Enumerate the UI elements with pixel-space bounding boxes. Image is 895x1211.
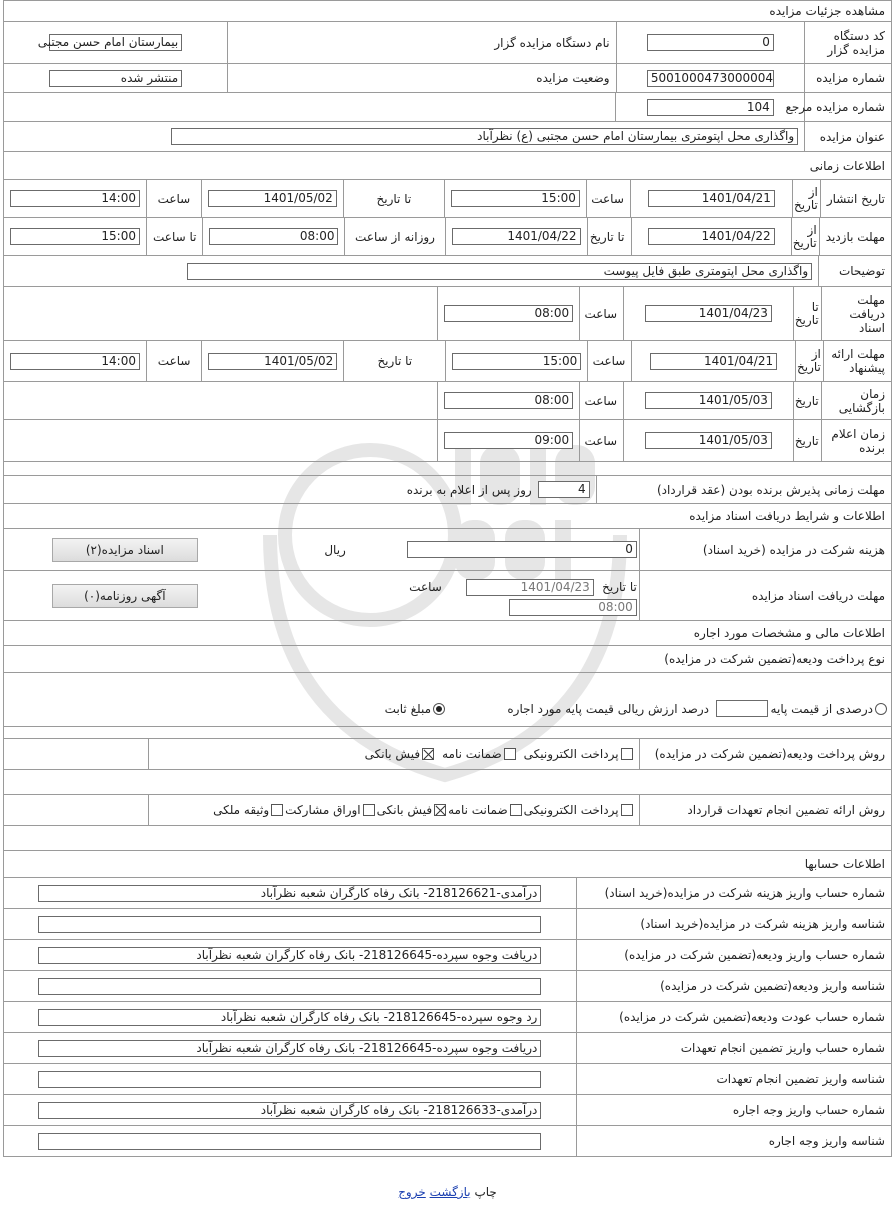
auction-docs-button[interactable]: اسناد مزایده(۲) xyxy=(52,538,198,562)
ref-number-label: شماره مزایده مرجع xyxy=(804,93,891,121)
auction-title-field[interactable]: واگذاری محل اپتومتری بیمارستان امام حسن مجتبی (ع) نظرآباد xyxy=(171,128,798,145)
doc-deadline-time[interactable]: 08:00 xyxy=(444,305,573,322)
docs-section-header xyxy=(3,504,892,529)
percent-radio[interactable] xyxy=(875,703,887,715)
cm-bonds-checkbox[interactable] xyxy=(363,804,375,816)
winner-time[interactable]: 09:00 xyxy=(444,432,573,449)
finance-section-header xyxy=(3,621,892,646)
spacer-row-4 xyxy=(3,826,892,851)
account-row-label: شناسه واریز هزینه شرکت در مزایده(خرید اسناد) xyxy=(576,909,891,939)
publish-from-time[interactable]: 15:00 xyxy=(451,190,580,207)
offer-to-time[interactable]: 14:00 xyxy=(10,353,140,370)
ref-number-field[interactable]: 104 xyxy=(647,99,774,116)
back-link[interactable]: بازگشت xyxy=(429,1185,471,1199)
fixed-amount-radio[interactable] xyxy=(433,703,445,715)
cm-electronic-checkbox[interactable] xyxy=(621,804,633,816)
percent-value-field[interactable] xyxy=(716,700,768,717)
dm-receipt-checkbox[interactable] xyxy=(422,748,434,760)
offer-from-label: از تاریخ xyxy=(795,341,823,381)
offer-to-time-label: ساعت xyxy=(146,341,201,381)
opening-date-label: تاریخ xyxy=(793,382,821,419)
account-row-value[interactable]: درآمدی-218126633- بانک رفاه کارگران شعبه نظرآباد xyxy=(38,1102,541,1119)
account-row-label: شناسه واریز وجه اجاره xyxy=(576,1126,891,1156)
account-row-value[interactable] xyxy=(38,916,541,933)
page-header xyxy=(3,0,892,22)
account-row-value[interactable] xyxy=(38,1071,541,1088)
visit-to-date-label: تا تاریخ xyxy=(587,218,631,255)
account-row-label: شماره حساب عودت ودیعه(تضمین شرکت در مزایده) xyxy=(576,1002,891,1032)
offer-deadline-label: مهلت ارائه پیشنهاد xyxy=(823,341,891,381)
offer-from-time[interactable]: 15:00 xyxy=(452,353,581,370)
account-row-value[interactable]: رد وجوه سپرده-218126645- بانک رفاه کارگران شعبه نظرآباد xyxy=(38,1009,541,1026)
publish-to-date[interactable]: 1401/05/02 xyxy=(208,190,337,207)
timing-section-header xyxy=(3,152,892,180)
account-row-value[interactable] xyxy=(38,1133,541,1150)
acceptance-label: مهلت زمانی پذیرش برنده بودن (عقد قرارداد) xyxy=(596,476,891,503)
page-title: مشاهده جزئیات مزایده xyxy=(769,4,885,18)
cm-guarantee-checkbox[interactable] xyxy=(510,804,522,816)
dm-guarantee-checkbox[interactable] xyxy=(504,748,516,760)
org-code-label: کد دستگاه مزایده گزار xyxy=(804,22,891,63)
org-name-label: نام دستگاه مزایده گزار xyxy=(227,22,615,63)
timing-section-title: اطلاعات زمانی xyxy=(809,158,885,173)
finance-section-title: اطلاعات مالی و مشخصات مورد اجاره xyxy=(693,626,885,640)
auction-number-field[interactable]: 5001000473000004 xyxy=(647,70,774,87)
acceptance-suffix: روز پس از اعلام به برنده xyxy=(406,482,532,497)
visit-daily-from-label: روزانه از ساعت xyxy=(344,218,444,255)
offer-to-date[interactable]: 1401/05/02 xyxy=(208,353,337,370)
print-link[interactable]: چاپ xyxy=(474,1185,497,1199)
visit-from-label: از تاریخ xyxy=(791,218,819,255)
opening-date[interactable]: 1401/05/03 xyxy=(645,392,772,409)
doc-receive-time[interactable]: 08:00 xyxy=(509,599,637,616)
publish-to-label: تا تاریخ xyxy=(343,180,444,217)
account-row-label: شماره حساب واریز هزینه شرکت در مزایده(خرید اسناد) xyxy=(576,878,891,908)
commit-method-label: روش ارائه تضمین انجام تعهدات قرارداد xyxy=(639,795,891,825)
account-row-label: شناسه واریز تضمین انجام تعهدات xyxy=(576,1064,891,1094)
accounts-table xyxy=(3,878,892,1157)
publish-from-date[interactable]: 1401/04/21 xyxy=(648,190,775,207)
cm-receipt-label: فیش بانکی xyxy=(376,803,433,817)
spacer-row-2 xyxy=(3,727,892,739)
doc-deadline-time-label: ساعت xyxy=(579,287,623,340)
doc-receive-to-date-label: تا تاریخ xyxy=(602,580,637,594)
deposit-type-label: نوع پرداخت ودیعه(تضمین شرکت در مزایده) xyxy=(664,652,885,666)
org-code-field[interactable]: 0 xyxy=(647,34,774,51)
opening-time-sublabel: ساعت xyxy=(579,382,623,419)
cm-property-label: وثیقه ملکی xyxy=(213,803,270,817)
description-label: توضیحات xyxy=(818,256,891,286)
account-row-value[interactable] xyxy=(38,978,541,995)
account-row-value[interactable]: دریافت وجوه سپرده-218126645- بانک رفاه کارگران شعبه نظرآباد xyxy=(38,1040,541,1057)
offer-from-date[interactable]: 1401/04/21 xyxy=(650,353,777,370)
doc-receive-time-label: ساعت xyxy=(409,580,442,594)
opening-time-label: زمان بازگشایی xyxy=(821,382,891,419)
dm-electronic-label: پرداخت الکترونیکی xyxy=(523,747,619,761)
doc-receive-deadline-label: مهلت دریافت اسناد مزایده xyxy=(639,571,891,620)
visit-from-date[interactable]: 1401/04/22 xyxy=(648,228,775,245)
winner-date-label: تاریخ xyxy=(793,420,821,461)
deposit-type-row xyxy=(3,646,892,673)
publish-from-time-label: ساعت xyxy=(586,180,630,217)
publish-to-time[interactable]: 14:00 xyxy=(10,190,140,207)
visit-daily-to-time[interactable]: 15:00 xyxy=(10,228,140,245)
fixed-option-label: مبلغ ثابت xyxy=(384,702,431,716)
accounts-section-title: اطلاعات حسابها xyxy=(804,857,885,871)
offer-from-time-label: ساعت xyxy=(587,341,631,381)
publish-to-time-label: ساعت xyxy=(146,180,201,217)
publish-from-label: از تاریخ xyxy=(792,180,820,217)
percent-option-label: درصدی از قیمت پایه xyxy=(770,702,873,716)
acceptance-days-field[interactable]: 4 xyxy=(538,481,590,498)
currency-label: ریال xyxy=(324,543,346,557)
description-field[interactable]: واگذاری محل اپتومتری طبق فایل پیوست xyxy=(187,263,812,280)
doc-deadline-date[interactable]: 1401/04/23 xyxy=(645,305,772,322)
visit-to-time-label: تا ساعت xyxy=(146,218,202,255)
visit-to-date[interactable]: 1401/04/22 xyxy=(452,228,581,245)
opening-time[interactable]: 08:00 xyxy=(444,392,573,409)
account-row-label: شناسه واریز ودیعه(تضمین شرکت در مزایده) xyxy=(576,971,891,1001)
account-row-label: شماره حساب واریز وجه اجاره xyxy=(576,1095,891,1125)
status-field[interactable]: منتشر شده xyxy=(49,70,182,87)
fee-label: هزینه شرکت در مزایده (خرید اسناد) xyxy=(639,529,891,570)
winner-announce-label: زمان اعلام برنده xyxy=(821,420,891,461)
newspaper-ads-button[interactable]: آگهی روزنامه(۰) xyxy=(52,584,198,608)
deposit-method-label: روش پرداخت ودیعه(تضمین شرکت در مزایده) xyxy=(639,739,891,769)
cm-electronic-label: پرداخت الکترونیکی xyxy=(523,803,619,817)
docs-section-title: اطلاعات و شرایط دریافت اسناد مزایده xyxy=(689,509,885,523)
accounts-section-header xyxy=(3,851,892,878)
doc-deadline-to-label: تا تاریخ xyxy=(793,287,821,340)
account-row-value[interactable]: دریافت وجوه سپرده-218126645- بانک رفاه کارگران شعبه نظرآباد xyxy=(38,947,541,964)
dm-electronic-checkbox[interactable] xyxy=(621,748,633,760)
account-row-label: شماره حساب واریز ودیعه(تضمین شرکت در مزایده) xyxy=(576,940,891,970)
deposit-type-options xyxy=(3,673,892,727)
auction-title-label: عنوان مزایده xyxy=(804,122,891,151)
spacer-row-3 xyxy=(3,770,892,795)
publish-date-label: تاریخ انتشار xyxy=(820,180,891,217)
dm-receipt-label: فیش بانکی xyxy=(364,747,421,761)
doc-receive-date[interactable]: 1401/04/23 xyxy=(466,579,594,596)
spacer-row xyxy=(3,462,892,476)
auction-number-label: شماره مزایده xyxy=(804,64,891,92)
doc-deadline-label: مهلت دریافت اسناد xyxy=(821,287,891,340)
winner-time-label: ساعت xyxy=(579,420,623,461)
cm-bonds-label: اوراق مشارکت xyxy=(285,803,361,817)
percent-suffix: درصد ارزش ریالی قیمت پایه مورد اجاره xyxy=(507,702,709,716)
offer-to-label: تا تاریخ xyxy=(343,341,445,381)
cm-property-checkbox[interactable] xyxy=(271,804,283,816)
account-row-label: شماره حساب واریز تضمین انجام تعهدات xyxy=(576,1033,891,1063)
cm-receipt-checkbox[interactable] xyxy=(434,804,446,816)
winner-date[interactable]: 1401/05/03 xyxy=(645,432,772,449)
dm-guarantee-label: ضمانت نامه xyxy=(442,747,502,761)
visit-deadline-label: مهلت بازدید xyxy=(819,218,891,255)
footer-links xyxy=(3,1185,892,1199)
org-name-field[interactable]: بیمارستان امام حسن مجتبی xyxy=(49,34,182,51)
status-label: وضعیت مزایده xyxy=(227,64,615,92)
fee-field[interactable]: 0 xyxy=(407,541,637,558)
cm-guarantee-label: ضمانت نامه xyxy=(448,803,508,817)
account-row-value[interactable]: درآمدی-218126621- بانک رفاه کارگران شعبه نظرآباد xyxy=(38,885,541,902)
visit-daily-from-time[interactable]: 08:00 xyxy=(209,228,338,245)
exit-link[interactable]: خروج xyxy=(398,1185,426,1199)
